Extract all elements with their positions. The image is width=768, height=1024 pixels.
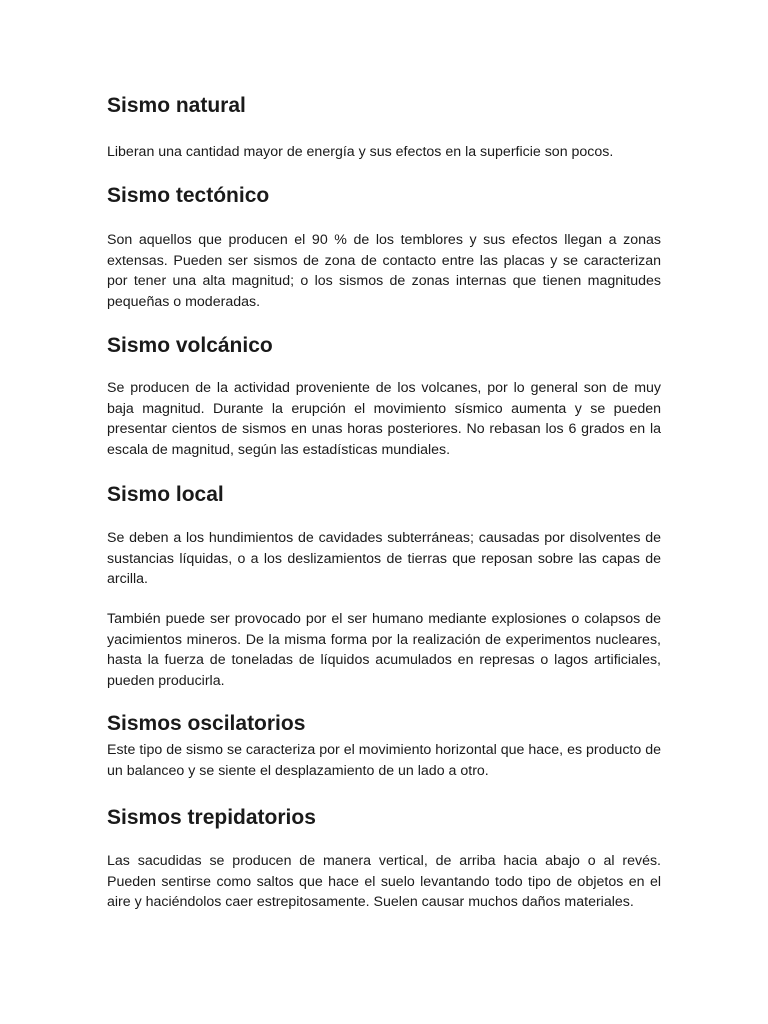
paragraph-sismo-volcanico: Se producen de la actividad proveniente de los volcanes, por lo general son de muy baja magnitud. Durante la erupción el movimiento sísmico aumenta y se pueden presentar cientos de sismos en unas horas posteriores. No rebasan los 6 grados en la escala de magnitud, según las estadísticas mundiales. xyxy=(107,380,661,458)
heading-sismo-volcanico: Sismo volcánico xyxy=(107,334,273,357)
heading-sismo-natural: Sismo natural xyxy=(107,94,246,117)
heading-sismo-local: Sismo local xyxy=(107,483,224,506)
paragraph-sismo-local-2: También puede ser provocado por el ser humano mediante explosiones o colapsos de yacimientos mineros. De la misma forma por la realización de experimentos nucleares, hasta la fuerza de toneladas de líquidos acumulados en represas o lagos artificiales, pueden producirla. xyxy=(107,611,661,689)
heading-sismos-trepidatorios: Sismos trepidatorios xyxy=(107,806,316,829)
paragraph-sismo-local-1: Se deben a los hundimientos de cavidades subterráneas; causadas por disolventes de sustancias líquidas, o a los deslizamientos de tierras que reposan sobre las capas de arcilla. xyxy=(107,530,661,588)
paragraph-sismo-tectonico: Son aquellos que producen el 90 % de los temblores y sus efectos llegan a zonas extensas. Pueden ser sismos de zona de contacto entre las placas y se caracterizan por tener una alta magnitud; o los sismos de zonas internas que tienen magnitudes pequeñas o moderadas. xyxy=(107,232,661,310)
heading-sismo-tectonico: Sismo tectónico xyxy=(107,184,270,207)
paragraph-sismo-natural: Liberan una cantidad mayor de energía y sus efectos en la superficie son pocos. xyxy=(107,144,614,160)
heading-sismos-oscilatorios: Sismos oscilatorios xyxy=(107,712,306,735)
paragraph-sismos-oscilatorios: Este tipo de sismo se caracteriza por el movimiento horizontal que hace, es producto de un balanceo y se siente el desplazamiento de un lado a otro. xyxy=(107,742,661,779)
paragraph-sismos-trepidatorios: Las sacudidas se producen de manera vertical, de arriba hacia abajo o al revés. Pueden sentirse como saltos que hace el suelo levantando todo tipo de objetos en el aire y haciéndolos caer estrepitosamente. Suelen causar muchos daños materiales. xyxy=(107,853,661,911)
